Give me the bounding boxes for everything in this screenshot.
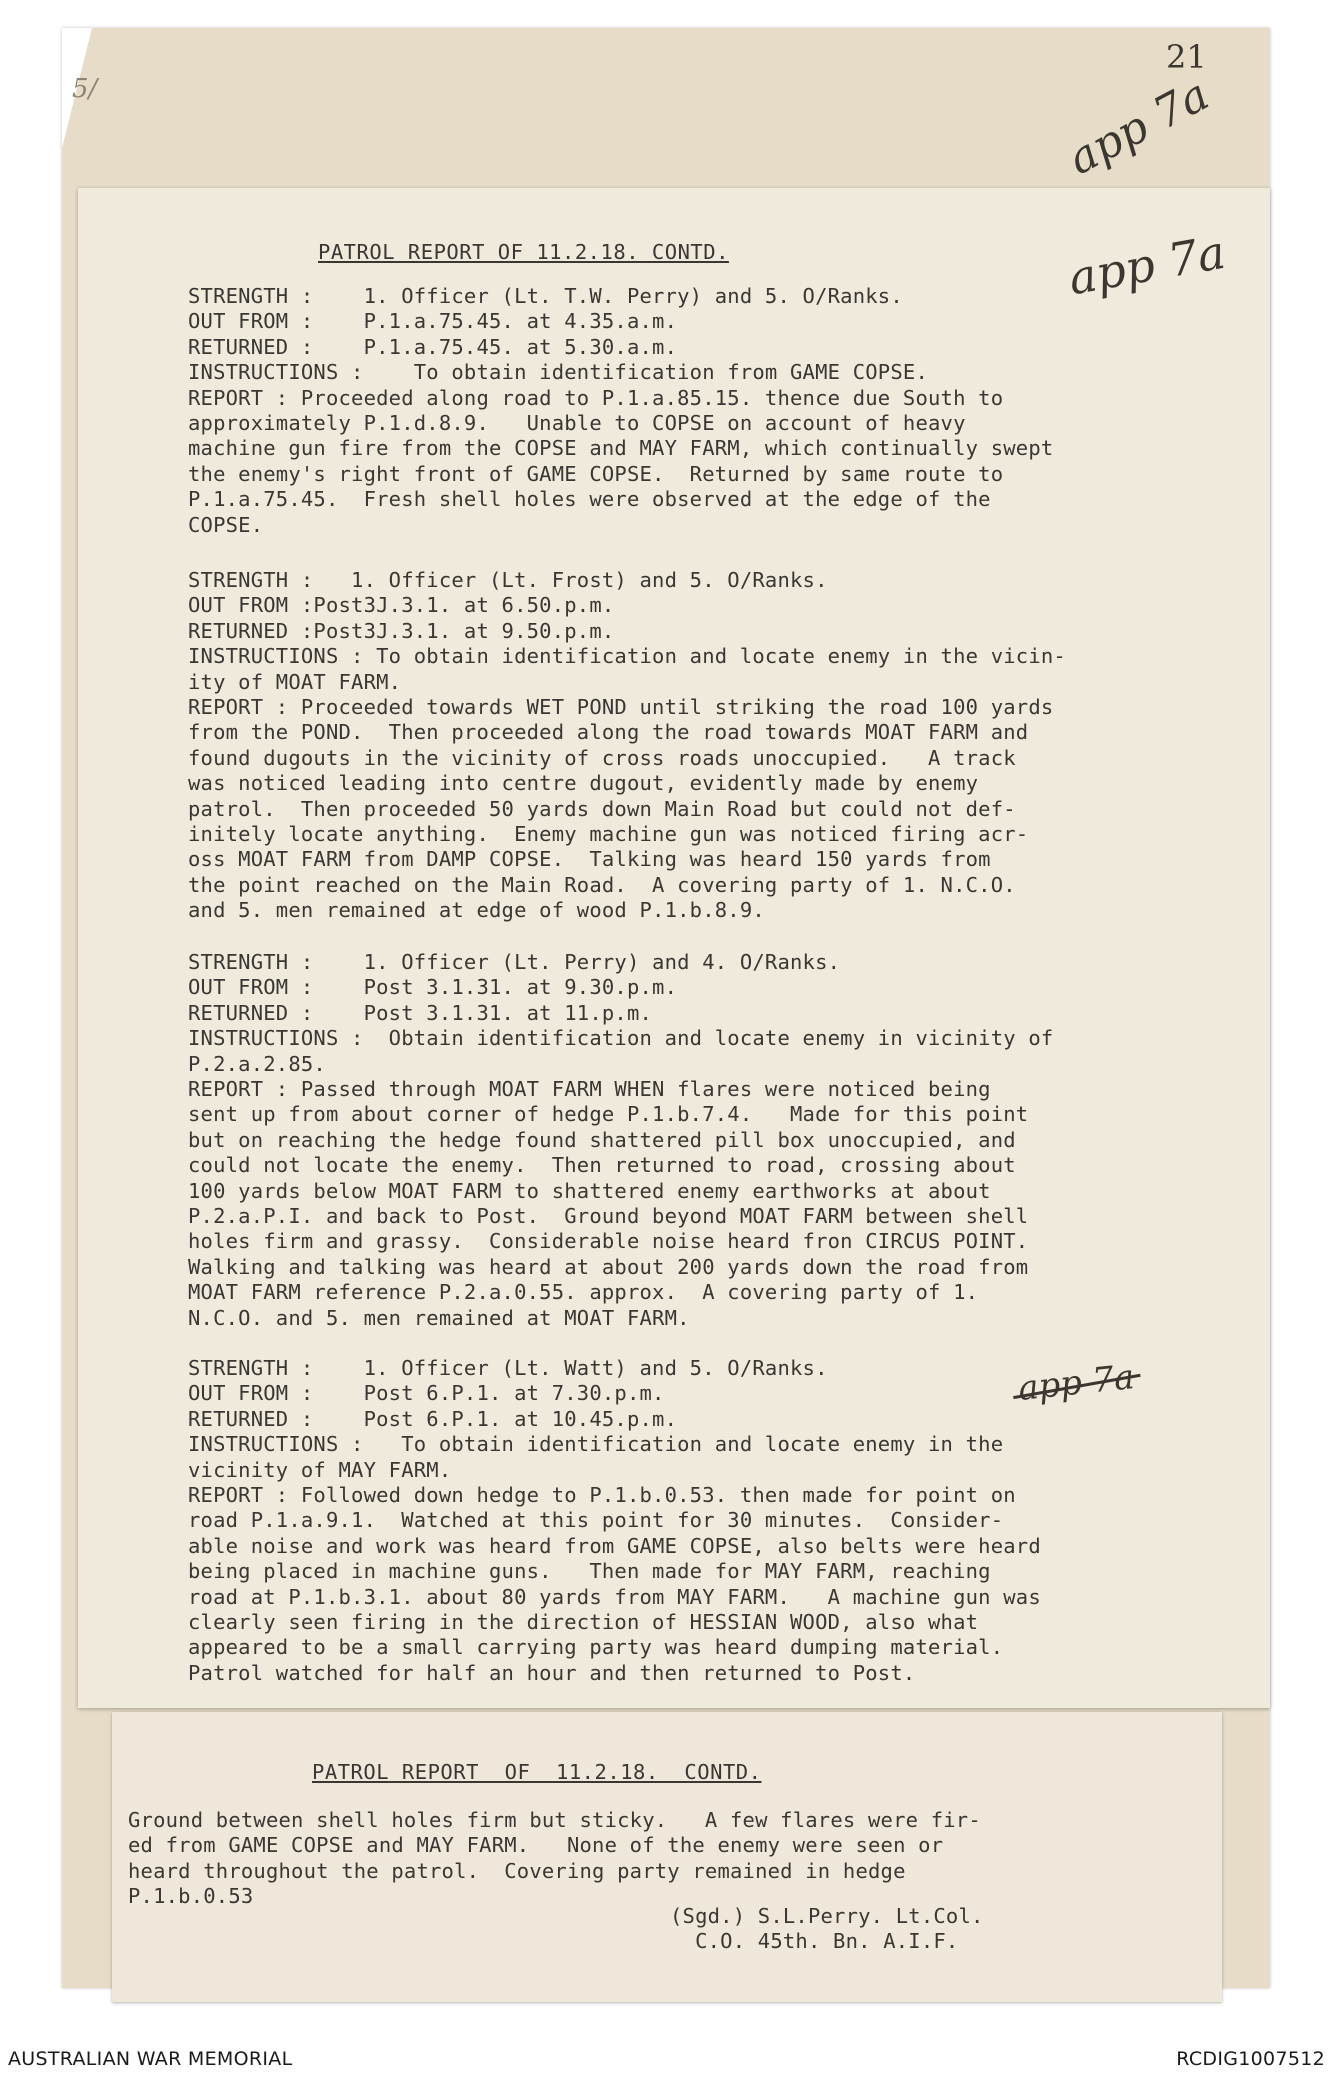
patrol-entry-4: STRENGTH : 1. Officer (Lt. Watt) and 5. O/Ranks. OUT FROM : Post 6.P.1. at 7.30.p.m. RETURNED : Post 6.P.1. at 10.45.p.m. INSTRUCTIONS : To obtain identification and locate enemy in the vicinity of MAY FARM. REPORT : Followed down hedge to P.1.b.0.53. then made for point on road P.1.a.9.1. Watched at this point for 30 minutes. Consider- able noise and work was heard from GAME COPSE, also belts were heard being placed in machine guns. Then made for MAY FARM, reaching road at P.1.b.3.1. about 80 yards from MAY FARM. A machine gun was clearly seen firing in the direction of HESSIAN WOOD, also what appeared to be a small carrying party was heard dumping material. Patrol watched for half an hour and then returned to Post. bbox=[188, 1356, 1041, 1685]
patrol-entry-2: STRENGTH : 1. Officer (Lt. Frost) and 5. O/Ranks. OUT FROM :Post3J.3.1. at 6.50.p.m. RETURNED :Post3J.3.1. at 9.50.p.m. INSTRUCTIONS : To obtain identification and locate enemy in the vicin- ity of MOAT FARM. REPORT : Proceeded towards WET POND until striking the road 100 yards from the POND. Then proceeded along the road towards MOAT FARM and found dugouts in the vicinity of cross roads unoccupied. A track was noticed leading into centre dugout, evidently made by enemy patrol. Then proceeded 50 yards down Main Road but could not def- initely locate anything. Enemy machine gun was noticed firing acr- oss MOAT FARM from DAMP COPSE. Talking was heard 150 yards from the point reached on the Main Road. A covering party of 1. N.C.O. and 5. men remained at edge of wood P.1.b.8.9. bbox=[188, 568, 1066, 923]
appendix-annotation-back: app 7a bbox=[1060, 69, 1218, 186]
struck-appendix-annotation: app 7a bbox=[1016, 1357, 1137, 1409]
continuation-heading: PATROL REPORT OF 11.2.18. CONTD. bbox=[312, 1760, 762, 1784]
archive-reference: RCDIG1007512 bbox=[1176, 2048, 1325, 2070]
continuation-body: Ground between shell holes firm but sticky. A few flares were fir- ed from GAME COPSE and MAY FARM. None of the enemy were seen or heard throughout the patrol. Covering party remained in hedge P.1.b.0.53 bbox=[128, 1808, 981, 1909]
appendix-annotation-front: app 7a bbox=[1064, 224, 1230, 306]
signature-block bbox=[670, 1904, 984, 1955]
signature-line-1: (Sgd.) S.L.Perry. Lt.Col. bbox=[670, 1904, 984, 1928]
folio-number: 21 bbox=[1166, 38, 1207, 76]
archive-credit: AUSTRALIAN WAR MEMORIAL bbox=[8, 2048, 293, 2070]
signature-line-2: C.O. 45th. Bn. A.I.F. bbox=[695, 1929, 959, 1954]
patrol-entry-1: STRENGTH : 1. Officer (Lt. T.W. Perry) and 5. O/Ranks. OUT FROM : P.1.a.75.45. at 4.35.a.m. RETURNED : P.1.a.75.45. at 5.30.a.m. INSTRUCTIONS : To obtain identification from GAME COPSE. REPORT : Proceeded along road to P.1.a.85.15. thence due South to approximately P.1.d.8.9. Unable to COPSE on account of heavy machine gun fire from the COPSE and MAY FARM, which continually swept the enemy's right front of GAME COPSE. Returned by same route to P.1.a.75.45. Fresh shell holes were observed at the edge of the COPSE. bbox=[188, 284, 1054, 537]
corner-mark: 5/ bbox=[72, 74, 98, 104]
report-heading: PATROL REPORT OF 11.2.18. CONTD. bbox=[318, 240, 729, 264]
patrol-entry-3: STRENGTH : 1. Officer (Lt. Perry) and 4. O/Ranks. OUT FROM : Post 3.1.31. at 9.30.p.m. RETURNED : Post 3.1.31. at 11.p.m. INSTRUCTIONS : Obtain identification and locate enemy in vicinity of P.2.a.2.85. REPORT : Passed through MOAT FARM WHEN flares were noticed being sent up from about corner of hedge P.1.b.7.4. Made for this point but on reaching the hedge found shattered pill box unoccupied, and could not locate the enemy. Then returned to road, crossing about 100 yards below MOAT FARM to shattered enemy earthworks at about P.2.a.P.I. and back to Post. Ground beyond MOAT FARM between shell holes firm and grassy. Considerable noise heard fron CIRCUS POINT. Walking and talking was heard at about 200 yards down the road from MOAT FARM reference P.2.a.0.55. approx. A covering party of 1. N.C.O. and 5. men remained at MOAT FARM. bbox=[188, 950, 1054, 1330]
